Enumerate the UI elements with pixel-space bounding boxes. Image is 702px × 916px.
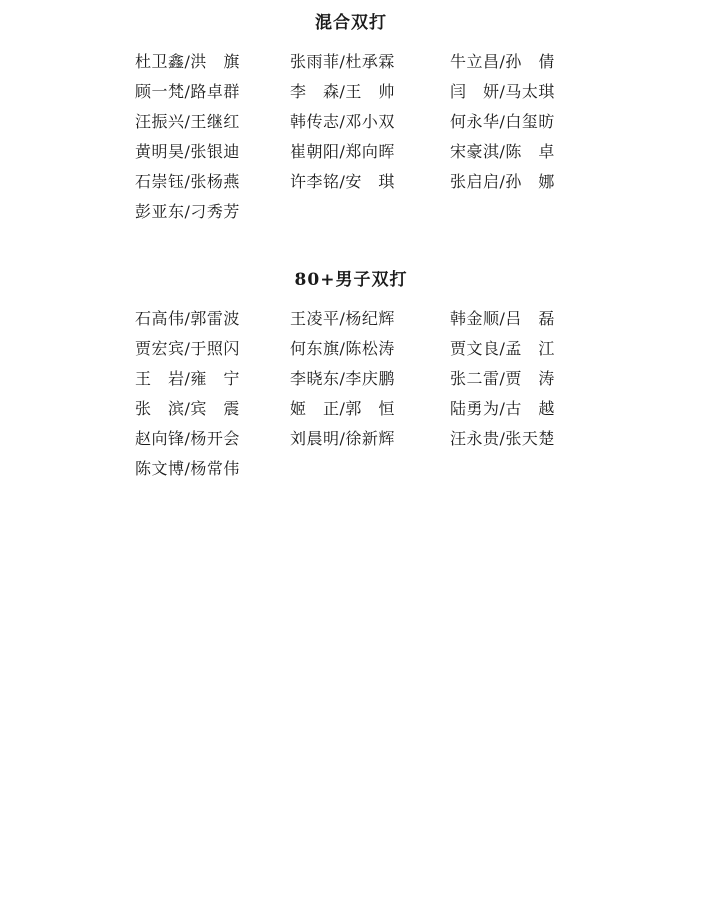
table-row: [0, 75, 702, 105]
pair-entry: 石高伟/郭雷波: [135, 308, 240, 328]
pair-entry: 李晓东/李庆鹏: [290, 368, 395, 388]
table-row: [0, 362, 702, 392]
table-row: [0, 332, 702, 362]
pair-entry: 赵向锋/杨开会: [135, 428, 240, 448]
pair-entry: 黄明昊/张银迪: [135, 141, 240, 161]
pair-entry: 张 滨/宾 震: [135, 398, 240, 418]
pair-entry: 何永华/白玺昉: [450, 111, 555, 131]
pair-entry: 王凌平/杨纪辉: [290, 308, 395, 328]
pair-entry: 贾文良/孟 江: [450, 338, 555, 358]
pair-entry: 张启启/孙 娜: [450, 171, 555, 191]
section-title-mixed-doubles: 混合双打: [315, 13, 387, 33]
pair-entry: 杜卫鑫/洪 旗: [135, 51, 240, 71]
document-page: [0, 8, 702, 916]
table-row: [0, 422, 702, 452]
section-mixed-doubles: [0, 8, 702, 225]
table-row: [0, 165, 702, 195]
pair-entry: 张雨菲/杜承霖: [290, 51, 395, 71]
pair-entry: 王 岩/雍 宁: [135, 368, 240, 388]
pair-entry: 李 森/王 帅: [290, 81, 395, 101]
pair-entry: 韩金顺/吕 磊: [450, 308, 555, 328]
pair-entry: 何东旗/陈松涛: [290, 338, 395, 358]
pair-list-mens-doubles-80: [0, 302, 702, 482]
pair-entry: 汪振兴/王继红: [135, 111, 240, 131]
pair-entry: 陈文博/杨常伟: [135, 458, 240, 478]
pair-entry: 宋豪淇/陈 卓: [450, 141, 555, 161]
table-row: [0, 452, 702, 482]
table-row: [0, 105, 702, 135]
table-row: [0, 45, 702, 75]
pair-list-mixed-doubles: [0, 45, 702, 225]
pair-entry: 陆勇为/古 越: [450, 398, 555, 418]
table-row: [0, 392, 702, 422]
pair-entry: 许李铭/安 琪: [290, 171, 395, 191]
pair-entry: 汪永贵/张天楚: [450, 428, 555, 448]
pair-entry: 张二雷/贾 涛: [450, 368, 555, 388]
table-row: [0, 195, 702, 225]
pair-entry: 闫 妍/马太琪: [450, 81, 555, 101]
table-row: [0, 302, 702, 332]
section-mens-doubles-80: [0, 265, 702, 482]
pair-entry: 姬 正/郭 恒: [290, 398, 395, 418]
pair-entry: 韩传志/邓小双: [290, 111, 395, 131]
table-row: [0, 135, 702, 165]
pair-entry: 贾宏宾/于照闪: [135, 338, 240, 358]
section-title-mens-doubles-80: 80+男子双打: [294, 270, 408, 290]
pair-entry: 石崇钰/张杨燕: [135, 171, 240, 191]
pair-entry: 彭亚东/刁秀芳: [135, 201, 240, 221]
pair-entry: 牛立昌/孙 倩: [450, 51, 555, 71]
pair-entry: 刘晨明/徐新辉: [290, 428, 395, 448]
pair-entry: 顾一梵/路卓群: [135, 81, 240, 101]
pair-entry: 崔朝阳/郑向晖: [290, 141, 395, 161]
